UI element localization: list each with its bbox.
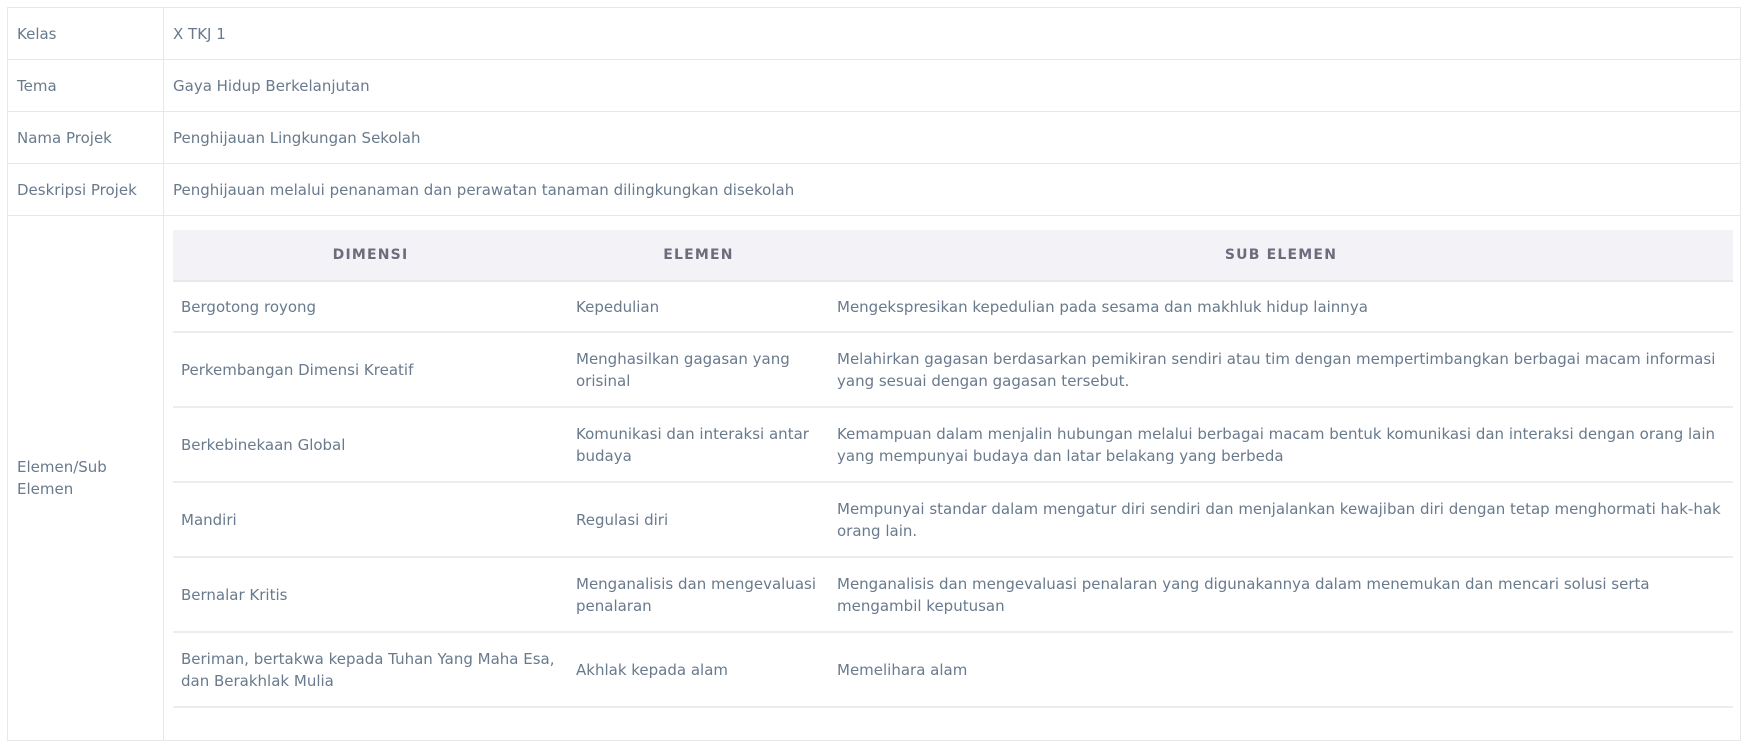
dimensi-cell: Mandiri xyxy=(173,482,568,557)
info-row-kelas xyxy=(8,8,1741,60)
elemen-cell: Kepedulian xyxy=(568,281,829,332)
info-label: Kelas xyxy=(8,8,164,60)
elemen-cell: Menghasilkan gagasan yang orisinal xyxy=(568,332,829,407)
elemen-cell: Akhlak kepada alam xyxy=(568,632,829,707)
sub-elemen-cell: Mengekspresikan kepedulian pada sesama dan makhluk hidup lainnya xyxy=(829,281,1733,332)
elements-cell xyxy=(164,216,1741,741)
column-header-dimensi: DIMENSI xyxy=(173,230,568,281)
info-value: Penghijauan Lingkungan Sekolah xyxy=(164,112,1741,164)
table-row xyxy=(173,407,1733,482)
column-header-elemen: ELEMEN xyxy=(568,230,829,281)
info-row-tema xyxy=(8,60,1741,112)
info-label: Elemen/Sub Elemen xyxy=(8,216,164,741)
project-detail-panel xyxy=(7,7,1741,741)
table-row xyxy=(173,332,1733,407)
dimensi-cell: Berkebinekaan Global xyxy=(173,407,568,482)
dimensi-cell: Perkembangan Dimensi Kreatif xyxy=(173,332,568,407)
elemen-cell: Komunikasi dan interaksi antar budaya xyxy=(568,407,829,482)
info-label: Tema xyxy=(8,60,164,112)
table-row xyxy=(173,281,1733,332)
info-label: Deskripsi Projek xyxy=(8,164,164,216)
elements-table xyxy=(173,230,1733,708)
elemen-cell: Regulasi diri xyxy=(568,482,829,557)
table-row xyxy=(173,482,1733,557)
table-row xyxy=(173,632,1733,707)
sub-elemen-cell: Mempunyai standar dalam mengatur diri sendiri dan menjalankan kewajiban diri dengan tetap menghormati hak-hak orang lain. xyxy=(829,482,1733,557)
project-info-table xyxy=(7,7,1741,741)
info-label: Nama Projek xyxy=(8,112,164,164)
info-value: Gaya Hidup Berkelanjutan xyxy=(164,60,1741,112)
elements-header-row xyxy=(173,230,1733,281)
info-value: X TKJ 1 xyxy=(164,8,1741,60)
info-value: Penghijauan melalui penanaman dan perawatan tanaman dilingkungkan disekolah xyxy=(164,164,1741,216)
info-row-deskripsi-projek xyxy=(8,164,1741,216)
sub-elemen-cell: Melahirkan gagasan berdasarkan pemikiran sendiri atau tim dengan mempertimbangkan berbagai macam informasi yang sesuai dengan gagasan tersebut. xyxy=(829,332,1733,407)
table-row xyxy=(173,557,1733,632)
info-row-nama-projek xyxy=(8,112,1741,164)
info-row-elemen xyxy=(8,216,1741,741)
sub-elemen-cell: Kemampuan dalam menjalin hubungan melalui berbagai macam bentuk komunikasi dan interaksi dengan orang lain yang mempunyai budaya dan latar belakang yang berbeda xyxy=(829,407,1733,482)
dimensi-cell: Bergotong royong xyxy=(173,281,568,332)
dimensi-cell: Bernalar Kritis xyxy=(173,557,568,632)
sub-elemen-cell: Menganalisis dan mengevaluasi penalaran yang digunakannya dalam menemukan dan mencari solusi serta mengambil keputusan xyxy=(829,557,1733,632)
sub-elemen-cell: Memelihara alam xyxy=(829,632,1733,707)
column-header-sub-elemen: SUB ELEMEN xyxy=(829,230,1733,281)
elemen-cell: Menganalisis dan mengevaluasi penalaran xyxy=(568,557,829,632)
dimensi-cell: Beriman, bertakwa kepada Tuhan Yang Maha Esa, dan Berakhlak Mulia xyxy=(173,632,568,707)
